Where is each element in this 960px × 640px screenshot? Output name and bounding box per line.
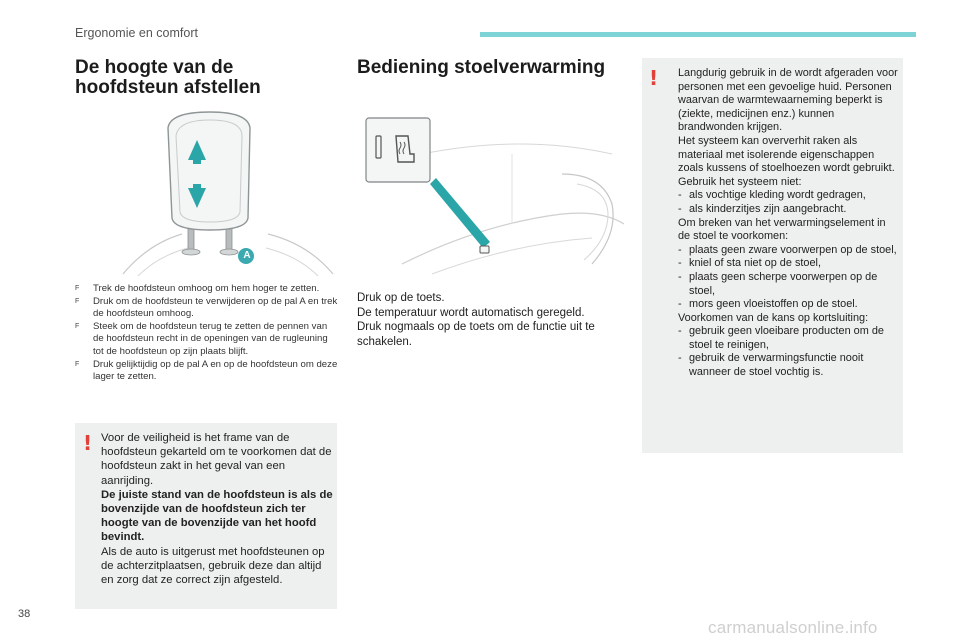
list-item-text: als kinderzitjes zijn aangebracht. xyxy=(689,202,847,215)
seat-heating-warning-text xyxy=(678,67,900,380)
watermark: carmanualsonline.info xyxy=(708,618,878,637)
headrest-illustration xyxy=(118,106,340,278)
instruction-text: Druk om de hoofdsteun te verwijderen op de pal A en trek de hoofdsteun omhoog. xyxy=(93,295,338,320)
header-accent-bar xyxy=(480,32,916,37)
list-item-text: gebruik geen vloeibare producten om de stoel te reinigen, xyxy=(689,325,884,351)
instruction-line: Druk op de toets. xyxy=(357,292,445,304)
list-item: - als vochtige kleding wordt gedragen, xyxy=(678,189,900,203)
instruction-text: Druk gelijktijdig op de pal A en op de hoofdsteun om deze lager te zetten. xyxy=(93,358,338,383)
instruction-text: Trek de hoofdsteun omhoog om hem hoger te zetten. xyxy=(93,283,320,294)
warning-paragraph: Om breken van het verwarmingselement in de stoel te voorkomen: xyxy=(678,216,886,243)
instruction-line: Druk nogmaals op de toets om de functie uit te schakelen. xyxy=(357,321,595,348)
seat-heating-instructions xyxy=(357,291,627,349)
warning-paragraph: Voor de veiligheid is het frame van de hoofdsteun gekarteld om te voorkomen dat de hoofdsteun zakt in het geval van een aanrijding. xyxy=(101,432,332,487)
seat-heating-button-illustration xyxy=(362,114,628,282)
seat-heating-warning-box xyxy=(642,58,903,453)
instruction-text: Steek om de hoofdsteun terug te zetten de pennen van de hoofdsteun recht in de openingen van de rugleuning tot de hoofdsteun op zijn plaats blijft. xyxy=(93,320,328,357)
headrest-title-line2: hoofdsteun afstellen xyxy=(75,77,261,98)
warning-paragraph: Gebruik het systeem niet: xyxy=(678,175,802,188)
bullet-marker: F xyxy=(75,360,80,368)
warning-paragraph: Als de auto is uitgerust met hoofdsteunen op de achterzitplaatsen, gebruik deze dan altijd en zorg dat ze correct zijn afgesteld. xyxy=(101,545,325,587)
list-item: - gebruik de verwarmingsfunctie nooit wanneer de stoel vochtig is. xyxy=(678,352,900,379)
headrest-instructions xyxy=(75,283,340,384)
headrest-title-line1: De hoogte van de xyxy=(75,57,234,78)
headrest-warning-box xyxy=(75,423,337,609)
warning-bold-paragraph: De juiste stand van de hoofdsteun is als de bovenzijde van de hoofdsteun zich ter hoogte van de bovenzijde van het hoofd bevindt. xyxy=(101,488,333,544)
list-item-text: als vochtige kleding wordt gedragen, xyxy=(689,189,866,202)
list-item: - kniel of sta niet op de stoel, xyxy=(678,257,900,271)
warning-icon: ! xyxy=(649,66,659,90)
warning-paragraph: Het systeem kan oververhit raken als materiaal met isolerende eigenschappen zoals kussens of stoelhoezen wordt gebruikt. xyxy=(678,134,895,175)
section-header: Ergonomie en comfort xyxy=(75,26,198,40)
bullet-marker: F xyxy=(75,322,80,330)
list-item: - als kinderzitjes zijn aangebracht. xyxy=(678,203,900,217)
warning-icon: ! xyxy=(83,431,93,455)
list-item: - gebruik geen vloeibare producten om de stoel te reinigen, xyxy=(678,325,900,352)
bullet-marker: F xyxy=(75,297,80,305)
page-number: 38 xyxy=(18,608,31,620)
instruction-item xyxy=(75,283,340,296)
instruction-item xyxy=(75,359,340,384)
list-item: - plaats geen zware voorwerpen op de stoel, xyxy=(678,244,900,258)
list-item-text: kniel of sta niet op de stoel, xyxy=(689,257,821,270)
headrest-warning-text xyxy=(101,431,333,587)
list-item-text: mors geen vloeistoffen op de stoel. xyxy=(689,298,858,311)
instruction-line: De temperatuur wordt automatisch geregeld. xyxy=(357,306,585,319)
list-item-text: plaats geen scherpe voorwerpen op de stoel, xyxy=(689,270,878,297)
list-item-text: plaats geen zware voorwerpen op de stoel, xyxy=(689,243,897,256)
list-item: - plaats geen scherpe voorwerpen op de stoel, xyxy=(678,271,900,298)
headrest-section-title xyxy=(75,58,345,98)
instruction-item xyxy=(75,321,340,359)
warning-paragraph: Voorkomen van de kans op kortsluiting: xyxy=(678,311,869,324)
bullet-marker: F xyxy=(75,285,80,292)
warning-paragraph: Langdurig gebruik in de wordt afgeraden voor personen met een gevoelige huid. Personen waarvan de warmtewaarneming beperkt is (ziekte, medicijnen enz.) kunnen brandwonden krijgen. xyxy=(678,67,898,134)
instruction-item xyxy=(75,296,340,321)
label-A: A xyxy=(243,250,251,261)
seat-heating-title: Bediening stoelverwarming xyxy=(357,57,606,78)
list-item-text: gebruik de verwarmingsfunctie nooit wanneer de stoel vochtig is. xyxy=(689,352,864,379)
list-item: - mors geen vloeistoffen op de stoel. xyxy=(678,298,900,312)
